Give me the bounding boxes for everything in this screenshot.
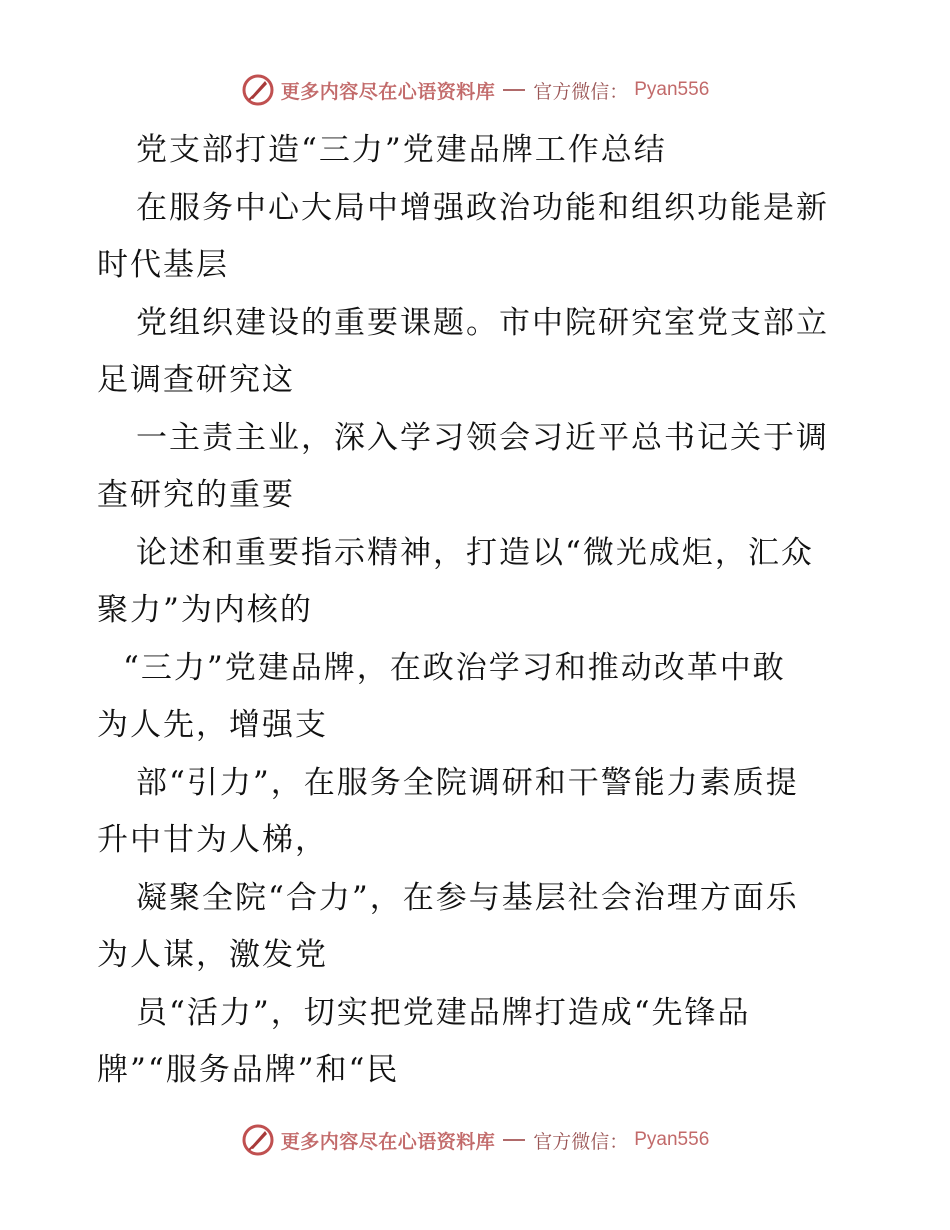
text-line: 凝聚全院“合力”，在参与基层社会治理方面乐: [136, 879, 799, 916]
watermark-dash: [503, 89, 525, 91]
watermark-label: 官方微信：: [533, 1130, 629, 1153]
text-line: “三力”党建品牌，在政治学习和推动改革中敢: [123, 649, 786, 686]
header-watermark: [0, 70, 950, 110]
feather-logo-icon: [241, 73, 275, 107]
text-line: 时代基层: [97, 247, 229, 283]
watermark-wechat-id: Pyan556: [634, 1129, 710, 1150]
watermark-label: 官方微信：: [533, 80, 629, 103]
text-line: 为人先，增强支: [97, 707, 328, 743]
text-line: 部“引力”，在服务全院调研和干警能力素质提: [136, 764, 799, 801]
text-line: 论述和重要指示精神，打造以“微光成炬，汇众: [136, 534, 814, 571]
document-title: 党支部打造“三力”党建品牌工作总结: [136, 132, 667, 168]
text-line: 查研究的重要: [97, 477, 295, 513]
text-line: 为人谋，激发党: [97, 937, 328, 973]
watermark-brand: 更多内容尽在心语资料库: [280, 1130, 496, 1153]
watermark-dash: [503, 1139, 525, 1141]
document-body: [97, 122, 857, 1100]
watermark-wechat-id: Pyan556: [634, 79, 710, 100]
text-line: 一主责主业，深入学习领会习近平总书记关于调: [136, 419, 829, 456]
text-line: 在服务中心大局中增强政治功能和组织功能是新: [136, 189, 829, 226]
text-line: 牌”“服务品牌”和“民: [97, 1052, 400, 1088]
text-line: 足调查研究这: [97, 362, 295, 398]
feather-logo-icon: [241, 1123, 275, 1157]
watermark-brand: 更多内容尽在心语资料库: [280, 80, 496, 103]
footer-watermark: [0, 1120, 950, 1160]
text-line: 升中甘为人梯，: [97, 822, 328, 858]
text-line: 员“活力”，切实把党建品牌打造成“先锋品: [136, 994, 751, 1031]
text-line: 党组织建设的重要课题。市中院研究室党支部立: [136, 304, 829, 341]
text-line: 聚力”为内核的: [97, 592, 313, 628]
